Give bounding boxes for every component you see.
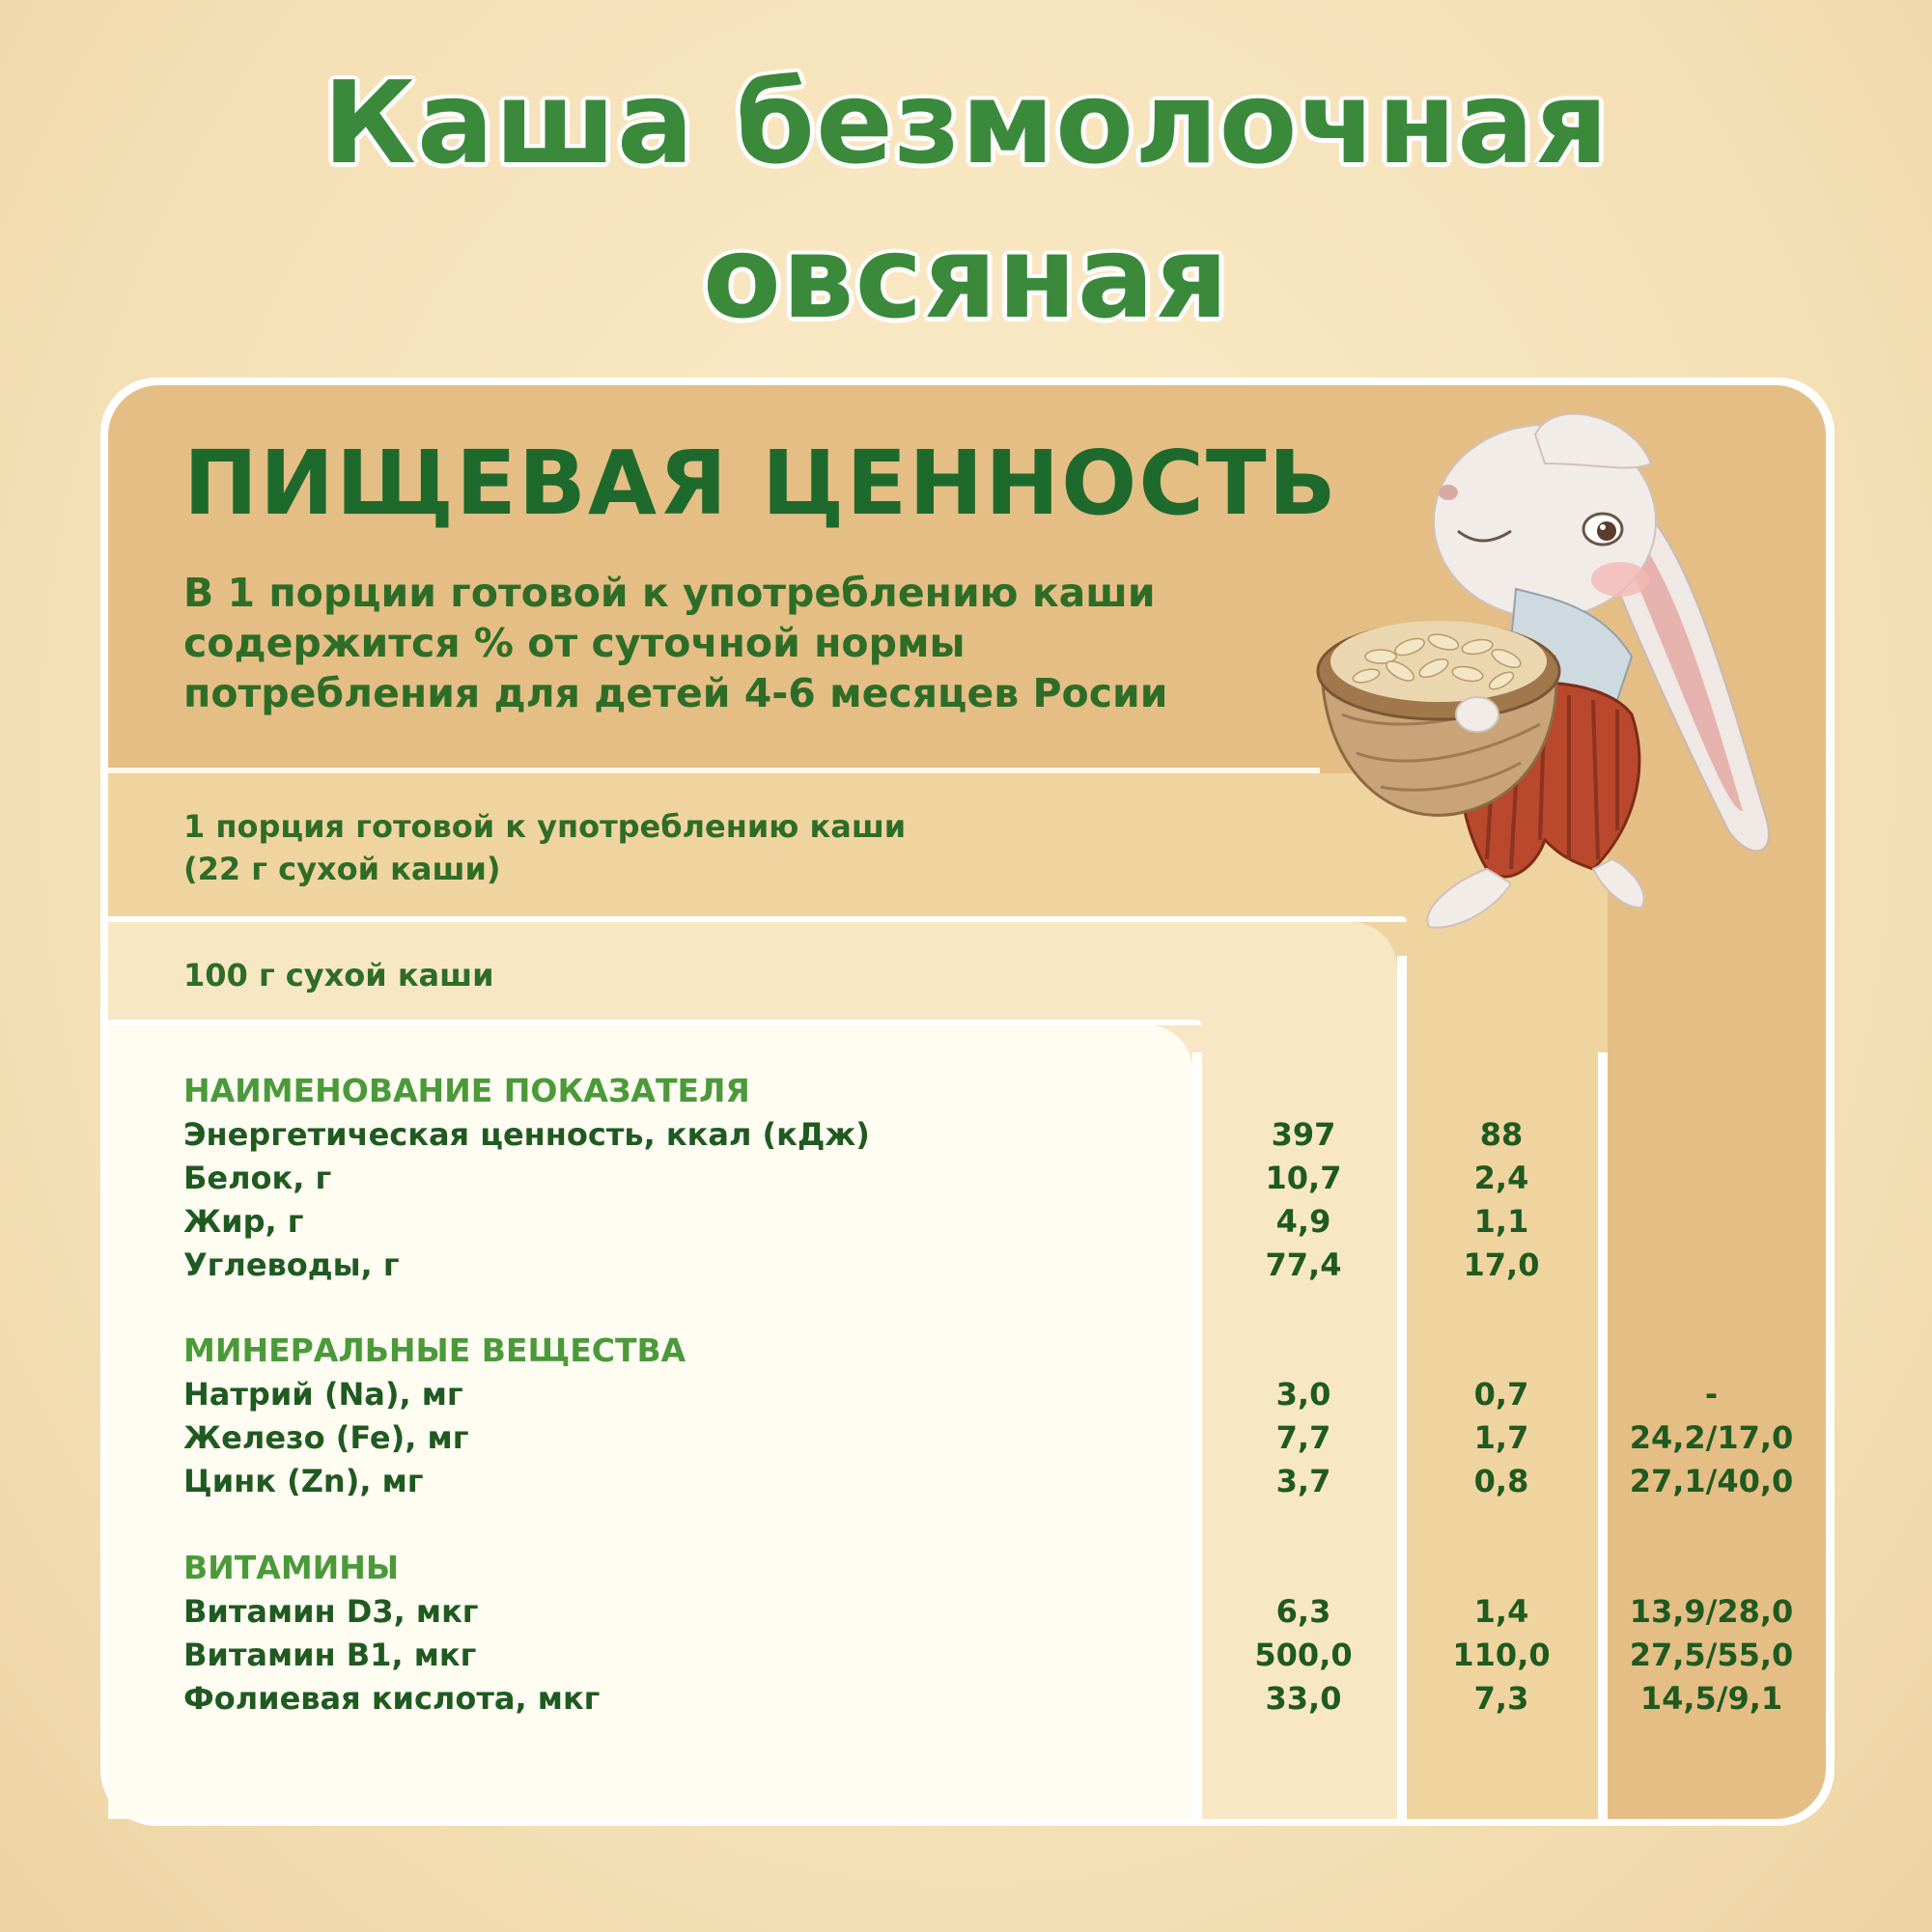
nutrition-heading: ПИЩЕВАЯ ЦЕННОСТЬ: [183, 432, 1338, 535]
per-portion-value: 0,8: [1473, 1463, 1529, 1499]
table-row: [0, 1634, 1932, 1676]
intro-line: содержится % от суточной нормы: [183, 620, 966, 666]
section-header-minerals: МИНЕРАЛЬНЫЕ ВЕЩЕСТВА: [183, 1331, 686, 1369]
table-row: [0, 1460, 1932, 1502]
percent-daily-value: 14,5/9,1: [1639, 1680, 1783, 1717]
per-portion-value: 1,1: [1473, 1203, 1529, 1240]
per-portion-value: 1,4: [1473, 1593, 1529, 1630]
percent-daily-value: 27,1/40,0: [1629, 1463, 1794, 1499]
product-title-line1: Каша безмолочная: [322, 56, 1610, 189]
dry-column-header: 100 г сухой каши: [183, 957, 494, 994]
row-label: Цинк (Zn), мг: [183, 1463, 424, 1499]
table-row: [0, 1416, 1932, 1459]
per-portion-value: 7,3: [1473, 1680, 1529, 1717]
percent-daily-value: -: [1704, 1376, 1719, 1413]
row-label: Углеводы, г: [183, 1246, 400, 1283]
per-portion-value: 88: [1479, 1116, 1524, 1153]
per-portion-value: 2,4: [1473, 1160, 1529, 1196]
per-100g-value: 10,7: [1265, 1160, 1342, 1196]
portion-column-header: [183, 805, 906, 890]
per-portion-value: 0,7: [1473, 1376, 1529, 1413]
table-row: [0, 1244, 1932, 1286]
percent-daily-value: 24,2/17,0: [1629, 1419, 1794, 1456]
row-label: Белок, г: [183, 1160, 332, 1196]
per-100g-value: 77,4: [1265, 1246, 1342, 1283]
table-row: [0, 1373, 1932, 1415]
section-header-vitamins: ВИТАМИНЫ: [183, 1549, 400, 1586]
per-100g-value: 4,9: [1275, 1203, 1331, 1240]
table-row: [0, 1113, 1932, 1156]
per-100g-value: 3,0: [1275, 1376, 1331, 1413]
intro-line: потребления для детей 4-6 месяцев Росии: [183, 670, 1168, 716]
section-header-indicators: НАИМЕНОВАНИЕ ПОКАЗАТЕЛЯ: [183, 1072, 750, 1109]
table-row: [0, 1157, 1932, 1199]
per-100g-value: 33,0: [1265, 1680, 1342, 1717]
intro-line: В 1 порции готовой к употреблению каши: [183, 570, 1156, 616]
per-portion-value: 1,7: [1473, 1419, 1529, 1456]
table-row: [0, 1677, 1932, 1720]
per-100g-value: 500,0: [1254, 1637, 1353, 1673]
row-label: Железо (Fe), мг: [183, 1419, 469, 1456]
per-portion-value: 17,0: [1463, 1246, 1540, 1283]
bunny-with-oat-basket-illustration: [1313, 406, 1815, 1062]
row-label: Витамин D3, мкг: [183, 1593, 479, 1630]
nutrition-intro: [183, 568, 1294, 718]
percent-daily-value: 13,9/28,0: [1629, 1593, 1794, 1630]
percent-daily-value: 27,5/55,0: [1629, 1637, 1794, 1673]
portion-line: 1 порция готовой к употреблению каши: [183, 808, 907, 845]
per-100g-value: 3,7: [1275, 1463, 1331, 1499]
product-title-line2: овсяная: [702, 210, 1230, 344]
table-row: [0, 1200, 1932, 1243]
per-portion-value: 110,0: [1452, 1637, 1551, 1673]
per-100g-value: 6,3: [1275, 1593, 1331, 1630]
row-label: Фолиевая кислота, мкг: [183, 1680, 601, 1717]
row-label: Витамин B1, мкг: [183, 1637, 477, 1673]
row-label: Энергетическая ценность, ккал (кДж): [183, 1116, 870, 1153]
per-100g-value: 397: [1271, 1116, 1336, 1153]
portion-line: (22 г сухой каши): [183, 851, 501, 887]
row-label: Жир, г: [183, 1203, 304, 1240]
table-row: [0, 1590, 1932, 1633]
row-label: Натрий (Na), мг: [183, 1376, 463, 1413]
per-100g-value: 7,7: [1275, 1419, 1331, 1456]
